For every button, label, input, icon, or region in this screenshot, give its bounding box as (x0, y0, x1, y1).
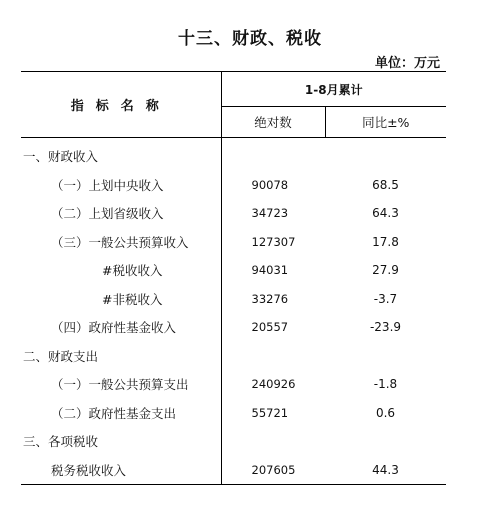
row-pct (325, 138, 446, 171)
row-value: 34723 (221, 199, 325, 228)
row-value: 90078 (221, 171, 325, 200)
row-name: 税务税收收入 (21, 456, 221, 485)
table-row (21, 199, 446, 228)
table-row (21, 285, 446, 314)
table-row (21, 370, 446, 399)
row-value: 207605 (221, 456, 325, 485)
finance-tax-table (21, 71, 446, 485)
row-name: （二）政府性基金支出 (51, 405, 177, 421)
row-pct: 44.3 (325, 456, 446, 485)
row-value: 94031 (221, 256, 325, 285)
row-name: #非税收入 (102, 291, 163, 307)
table-row (21, 427, 446, 456)
table-row (21, 399, 446, 428)
row-value: 20557 (221, 313, 325, 342)
row-name: （一）一般公共预算支出 (51, 377, 189, 393)
row-name: （二）上划省级收入 (51, 206, 164, 222)
row-pct: -1.8 (373, 377, 398, 392)
row-pct: 68.5 (372, 177, 399, 192)
row-name: 一、财政收入 (23, 149, 99, 165)
yoy-header: 同比±% (325, 107, 446, 138)
row-value: 127307 (221, 228, 325, 257)
row-pct: -23.9 (369, 320, 402, 335)
row-value: 55721 (221, 399, 325, 428)
row-pct (325, 342, 446, 371)
table-row (21, 456, 446, 485)
row-name: 二、财政支出 (23, 348, 99, 364)
row-pct: 0.6 (375, 405, 396, 420)
row-name: 三、各项税收 (23, 434, 99, 450)
indicator-header: 指标名称 (21, 72, 221, 138)
row-value: 33276 (221, 285, 325, 314)
row-value: 240926 (221, 370, 325, 399)
table-row (21, 171, 446, 200)
row-value (221, 138, 325, 171)
row-pct: -3.7 (373, 291, 398, 306)
row-value (221, 427, 325, 456)
unit-note (375, 52, 440, 71)
table-row (21, 228, 446, 257)
absolute-header: 绝对数 (221, 107, 325, 138)
page-title: 十三、财政、税收 (178, 29, 322, 49)
table-row (21, 313, 446, 342)
row-name: （四）政府性基金收入 (51, 320, 177, 336)
period-header: 1-8月累计 (221, 72, 446, 107)
row-pct: 17.8 (372, 234, 399, 249)
unit-value: 万元 (413, 56, 440, 71)
row-value (221, 342, 325, 371)
table-row (21, 342, 446, 371)
table-row (21, 256, 446, 285)
unit-label: 单位 ： (375, 56, 414, 71)
table-row (21, 138, 446, 171)
row-name: #税收收入 (102, 263, 163, 279)
row-pct: 27.9 (372, 263, 399, 278)
row-name: （一）上划中央收入 (51, 177, 164, 193)
row-pct: 64.3 (372, 206, 399, 221)
row-pct (325, 427, 446, 456)
row-name: （三）一般公共预算收入 (51, 234, 189, 250)
